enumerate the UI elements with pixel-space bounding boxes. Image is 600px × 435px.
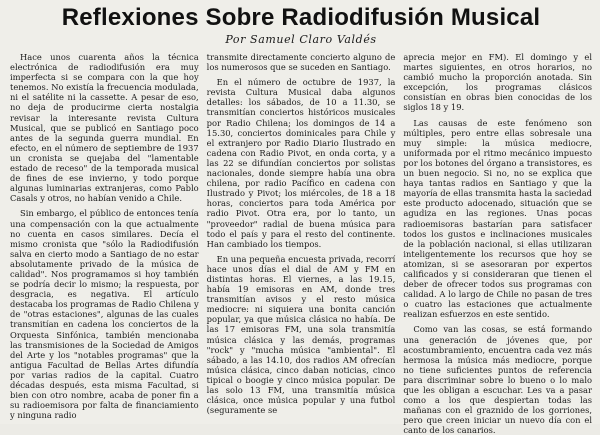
paragraph: transmite directamente concierto alguno de los numerosos que se suceden en Santiago. [206,52,396,73]
paragraph: aprecia mejor en FM). El domingo y el martes siguientes, en otros horarios, no cambió mucho la proporción anotada. Sin excepción, los programas clásicos consistían en obras bien conocidas de los siglos 18 y 19. [403,52,593,113]
paragraph: En el número de octubre de 1937, la revista Cultura Musical daba algunos detalles: los sábados, de 10 a 11.30, se transmitían conciertos históricos musicales por Radio Chilena; los domingos de 14 a 15.30, conciertos dominicales para Chile y el extranjero por Radio Diario Ilustrado en cadena con Radio Pivot, en onda corta, y a las 22 se difundían conciertos por solistas nacionales, donde siempre había una obra chilena, por radio Pacífico en cadena con Ilustrado y Pivot; los miércoles, de 18 a 18 horas, conciertos para toda América por radio Pivot. Otra era, por lo tanto, un "proveedor" radial de buena música para todo el país y para el resto del continente. Han cambiado los tiempos. [206,77,396,249]
article-title: Reflexiones Sobre Radiodifusión Musical [61,4,541,31]
paragraph: Las causas de este fenómeno son múltiples, pero entre ellas sobresale una muy simple: la música mediocre, uniformada por el ritmo mecánico impuesto por los botones del órgano a transistores, es un buen negocio. Si no, no se explica que haya tantas radios en Santiago y que la mayoría de ellas transmita hasta la saciedad este producto adocenado, situación que se agudiza en las regiones. Unas pocas radioemisoras bastarían para satisfacer todos los gustos e inclinaciones musicales de la población nacional, si ellas utilizaran inteligentemente los recursos que hoy se atomizan, si se asesoraran por expertos calificados y si consideraran que tienen el deber de ofrecer todos sus programas con calidad. A lo largo de Chile no pasan de tres o cuatro las estaciones que actualmente realizan esfuerzos en este sentido. [403,117,593,320]
article-byline: Por Samuel Claro Valdés [225,33,377,46]
article-body [10,52,593,435]
paragraph: En una pequeña encuesta privada, recorrí hace unos días el dial de AM y FM en distintas horas. El viernes, a las 19.15, había 19 emisoras en AM, donde tres transmitían avisos y el resto música mediocre: ni siquiera una bonita canción popular, ya que música clásica no había. De las 17 emisoras FM, una sola transmitía música clásica y las demás, programas "rock" y "mucha música "ambiental". El sábado, a las 14.10, dos radios AM ofrecían música clásica, cinco daban noticias, cinco tipical o boogie y cinco música popular. De las solo 13 FM, una transmitía música clásica, once música popular y una futbol (seguramente se [206,253,396,416]
paragraph: Hace unos cuarenta años la técnica electrónica de radiodifusión era muy imperfecta si se compara con la que hoy tenemos. No existía la frecuencia modulada, ni el satélite ni la cassette. A pesar de eso, no deja de producirme cierta nostalgia revisar la interesante revista Cultura Musical, que se publicó en Santiago poco antes de la segunda guerra mundial. En efecto, en el número de septiembre de 1937 un cronista se quejaba del "lamentable estado de receso" de la temporada musical de fines de ese invierno, y todo porque algunas luminarias extranjeras, como Pablo Casals y otros, no habían venido a Chile. [10,52,199,204]
column-2 [207,52,396,422]
paragraph: Sin embargo, el público de entonces tenía una compensación con la que actualmente no cuenta en casos similares. Decía el mismo cronista que "sólo la Radiodifusión salva en cierto modo a Santiago de no estar absolutamente privado de la música de calidad". Nos programamos si hoy también se podría decir lo mismo; la respuesta, por desgracia, es negativa. El artículo destacaba los programas de Radio Chilena y de "otras estaciones", algunas de las cuales transmitían en cadena los conciertos de la Orquesta Sinfónica, también mencionaba las transmisiones de la Sociedad de Amigos del Arte y los "notables programas" que la antigua Facultad de Bellas Artes difundía por varias radios de la capital. Cuatro décadas después, esta misma Facultad, si bien con otro nombre, acaba de poner fin a su radioemisora por falta de financiamiento y ninguna radio [10,208,199,421]
paragraph: Como van las cosas, se está formando una generación de jóvenes que, por acostumbramiento, encuentra cada vez más hermosa la música más mediocre, porque no tiene suficientes puntos de referencia para discriminar sobre lo bueno o lo malo que les obligan a escuchar. Les va a pasar como a los que despiertan todas las mañanas con el graznido de los gorriones, pero que creen iniciar un nuevo día con el canto de los canarios. [403,324,593,435]
column-3 [403,52,593,435]
column-1 [10,52,199,422]
